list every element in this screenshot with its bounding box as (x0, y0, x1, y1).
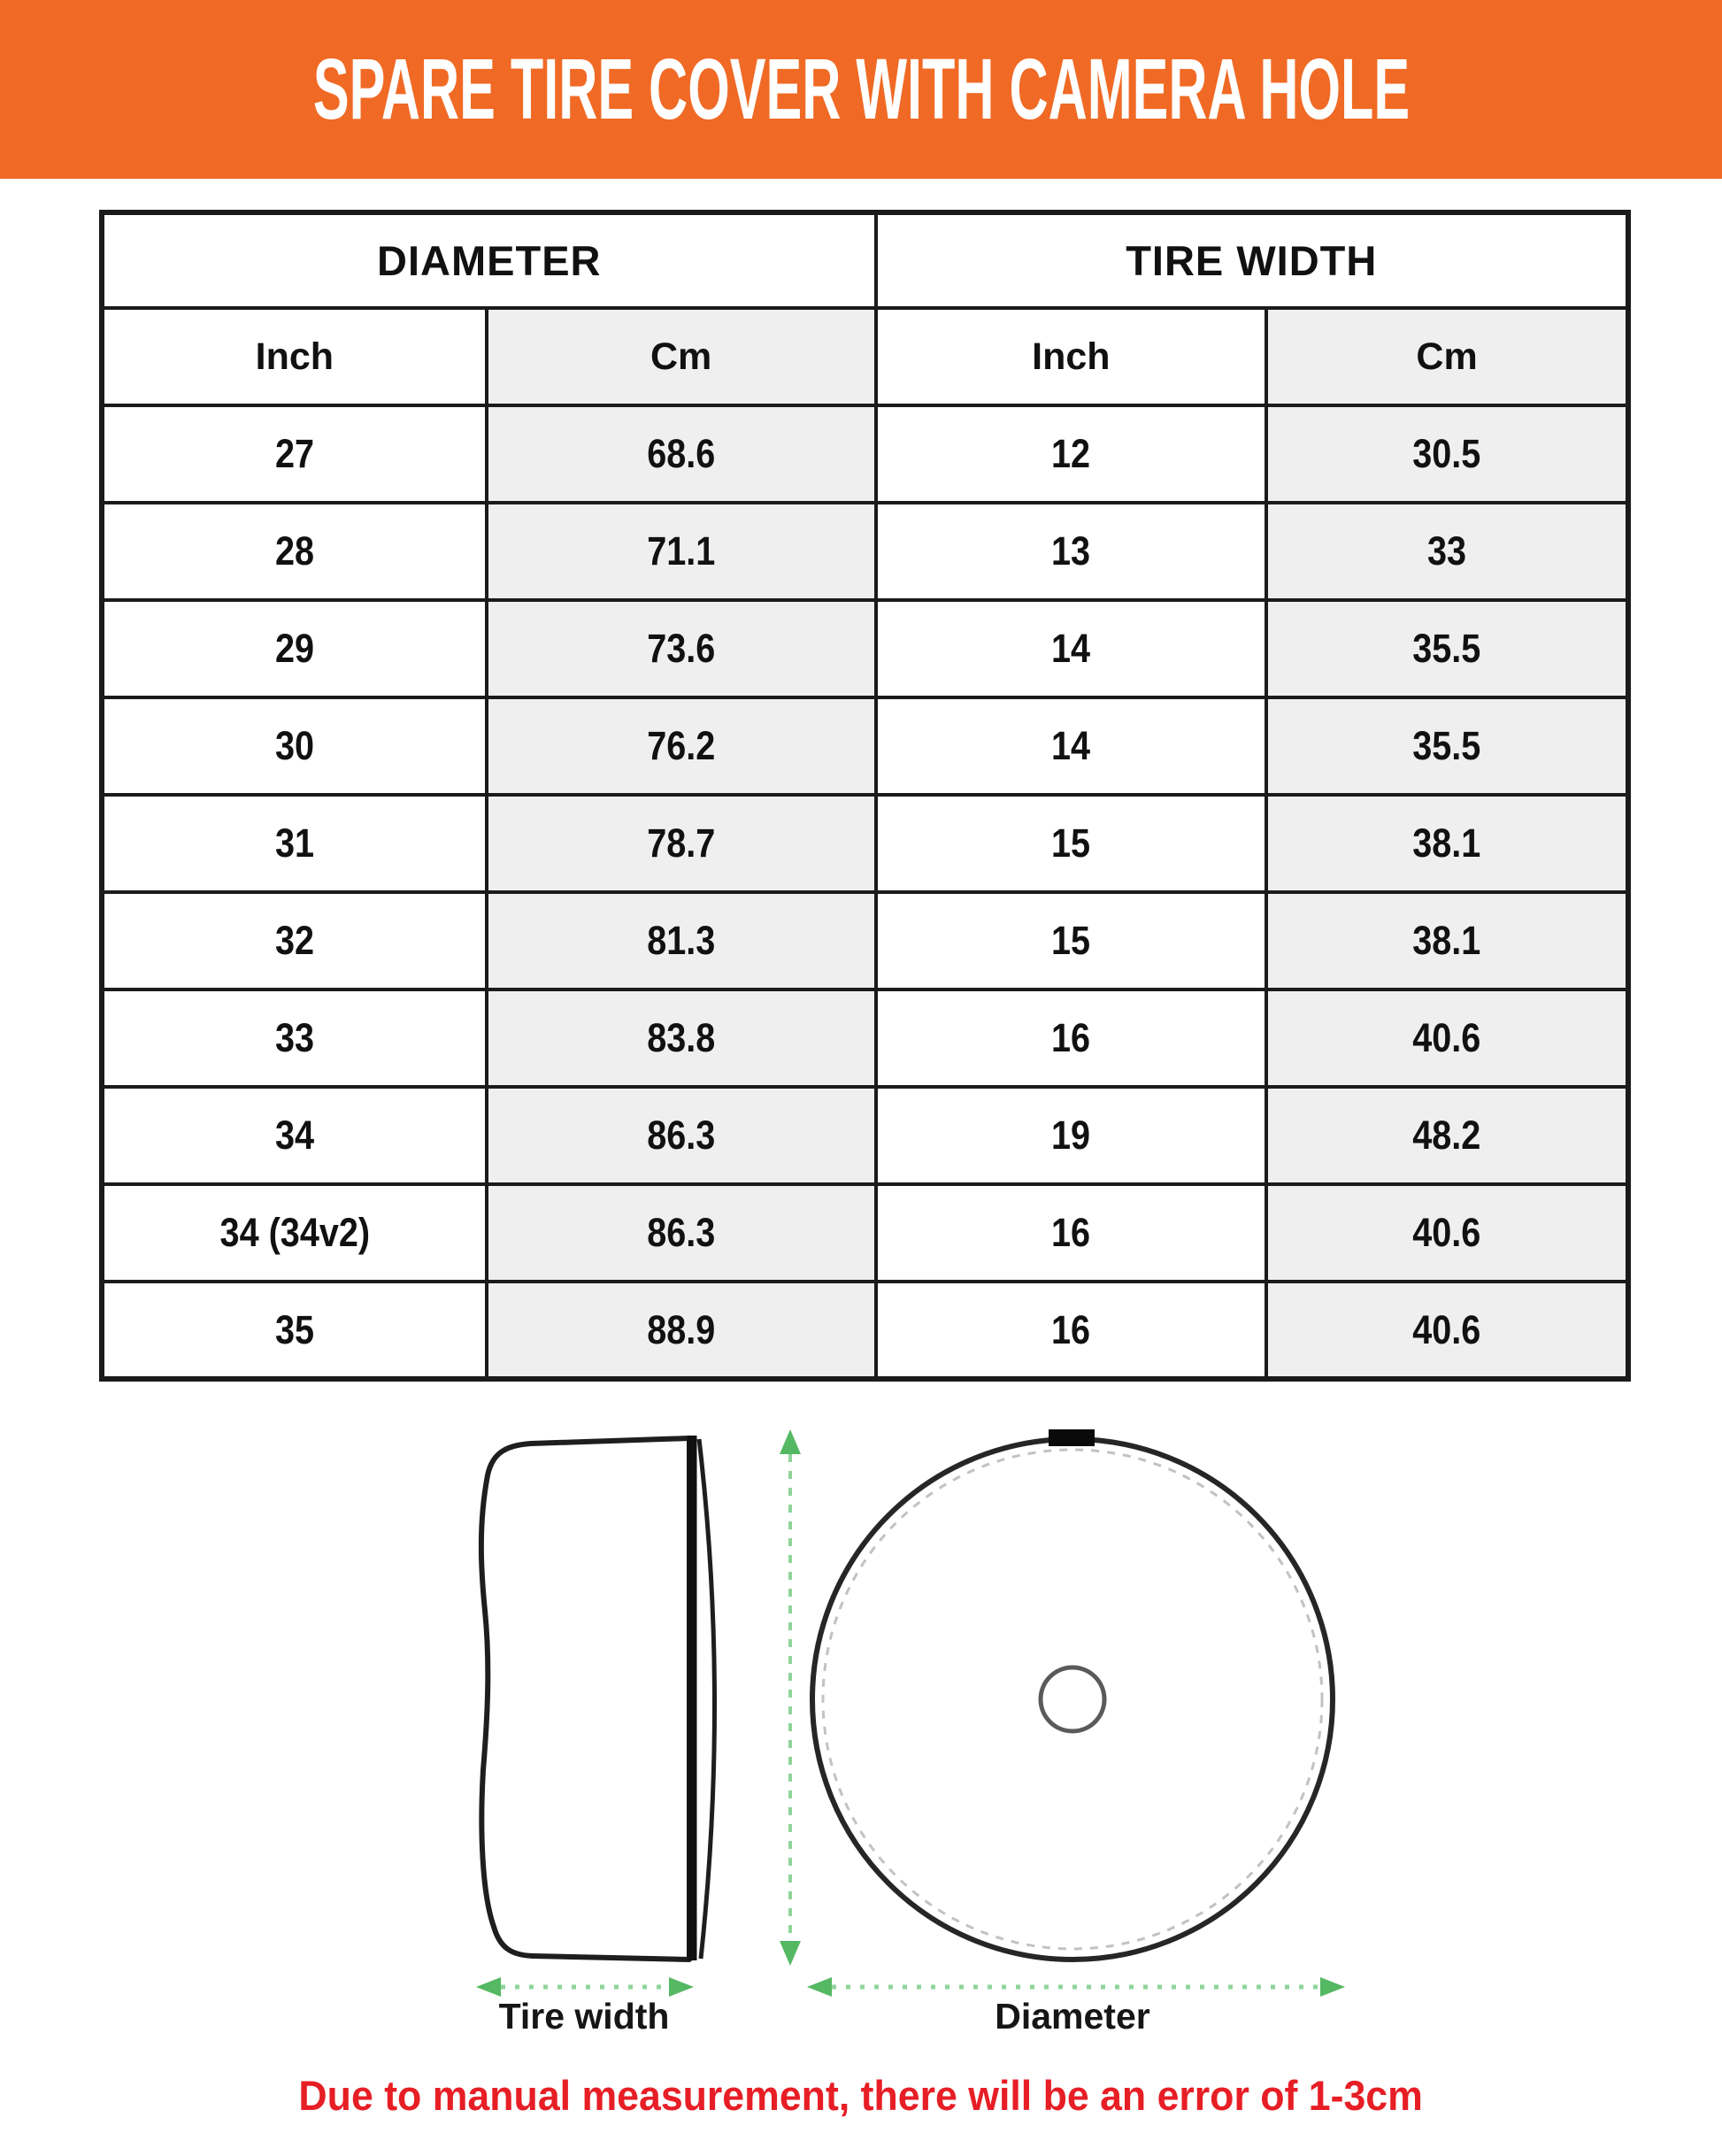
camera-hole-circle (1041, 1667, 1104, 1731)
cell-value: 27 (274, 431, 314, 476)
cell-value: 12 (1051, 431, 1091, 476)
tire-width-label: Tire width (498, 1996, 670, 2037)
table-row (102, 1282, 1628, 1379)
subheader-diameter-cm: Cm (487, 308, 876, 405)
tire-front-view-drawing (812, 1429, 1333, 1960)
table-row (102, 989, 1628, 1087)
cell-value: 81.3 (647, 918, 716, 963)
table-group-header-row (102, 212, 1628, 308)
cell-value: 14 (1051, 626, 1091, 671)
cell-value: 31 (274, 820, 314, 866)
subheader-width-inch: Inch (876, 308, 1267, 405)
subheader-diameter-inch: Inch (102, 308, 487, 405)
measurement-error-note (0, 2071, 1722, 2120)
cell-value: 28 (274, 528, 314, 574)
cell-value: 19 (1051, 1113, 1091, 1158)
table-row (102, 405, 1628, 503)
table-row (102, 1184, 1628, 1282)
cell-value: 15 (1051, 918, 1091, 963)
cell-value: 88.9 (647, 1306, 716, 1352)
cell-value: 40.6 (1412, 1210, 1481, 1255)
cell-value: 71.1 (647, 528, 716, 574)
cell-value: 32 (274, 918, 314, 963)
height-arrow-down-icon (780, 1941, 801, 1966)
table-row (102, 697, 1628, 795)
measurement-diagram (0, 1376, 1722, 2156)
camera-hole-top-marker (1049, 1429, 1095, 1446)
cell-value: 16 (1051, 1210, 1091, 1255)
tire-side-body (481, 1438, 689, 1960)
cell-value: 33 (274, 1015, 314, 1060)
cell-value: 30.5 (1412, 431, 1481, 476)
column-group-diameter: DIAMETER (102, 212, 876, 308)
diameter-label: Diameter (995, 1996, 1150, 2037)
table-subheader-row (102, 308, 1628, 405)
tire-width-arrow-right-icon (669, 1977, 694, 1997)
cell-value: 34 (274, 1113, 314, 1158)
diameter-arrow-left-icon (807, 1977, 832, 1997)
cell-value: 86.3 (647, 1113, 716, 1158)
subheader-width-cm: Cm (1266, 308, 1628, 405)
cell-value: 73.6 (647, 626, 716, 671)
size-chart-table (99, 210, 1631, 1382)
cell-value: 76.2 (647, 723, 716, 768)
measurement-error-text: Due to manual measurement, there will be an error of 1-3cm (298, 2072, 1424, 2119)
cell-value: 29 (274, 626, 314, 671)
cell-value: 35.5 (1412, 723, 1481, 768)
height-arrow-up-icon (780, 1429, 801, 1454)
cell-value: 78.7 (647, 820, 716, 866)
table-row (102, 795, 1628, 892)
cell-value: 13 (1051, 528, 1091, 574)
table-row (102, 503, 1628, 600)
cell-value: 14 (1051, 723, 1091, 768)
cell-value: 68.6 (647, 431, 716, 476)
diameter-arrow-right-icon (1320, 1977, 1345, 1997)
cell-value: 38.1 (1412, 918, 1481, 963)
cell-value: 83.8 (647, 1015, 716, 1060)
cell-value: 40.6 (1412, 1015, 1481, 1060)
cell-value: 35 (274, 1306, 314, 1352)
cell-value: 40.6 (1412, 1306, 1481, 1352)
cell-value: 48.2 (1412, 1113, 1481, 1158)
diagram-canvas (0, 1376, 1722, 2156)
tire-width-arrow-left-icon (476, 1977, 501, 1997)
banner (0, 0, 1722, 179)
table-row (102, 1087, 1628, 1184)
cell-value: 34 (34v2) (219, 1210, 370, 1255)
cell-value: 33 (1427, 528, 1467, 574)
cell-value: 16 (1051, 1306, 1091, 1352)
tire-side-back-rim (699, 1439, 715, 1959)
table-row (102, 600, 1628, 697)
tire-side-view-drawing (481, 1436, 715, 1960)
table-row (102, 892, 1628, 989)
cell-value: 16 (1051, 1015, 1091, 1060)
cell-value: 38.1 (1412, 820, 1481, 866)
column-group-tire-width: TIRE WIDTH (876, 212, 1628, 308)
cell-value: 86.3 (647, 1210, 716, 1255)
cell-value: 35.5 (1412, 626, 1481, 671)
cell-value: 30 (274, 723, 314, 768)
cell-value: 15 (1051, 820, 1091, 866)
page-title: SPARE TIRE COVER WITH CAMERA HOLE (312, 41, 1410, 137)
